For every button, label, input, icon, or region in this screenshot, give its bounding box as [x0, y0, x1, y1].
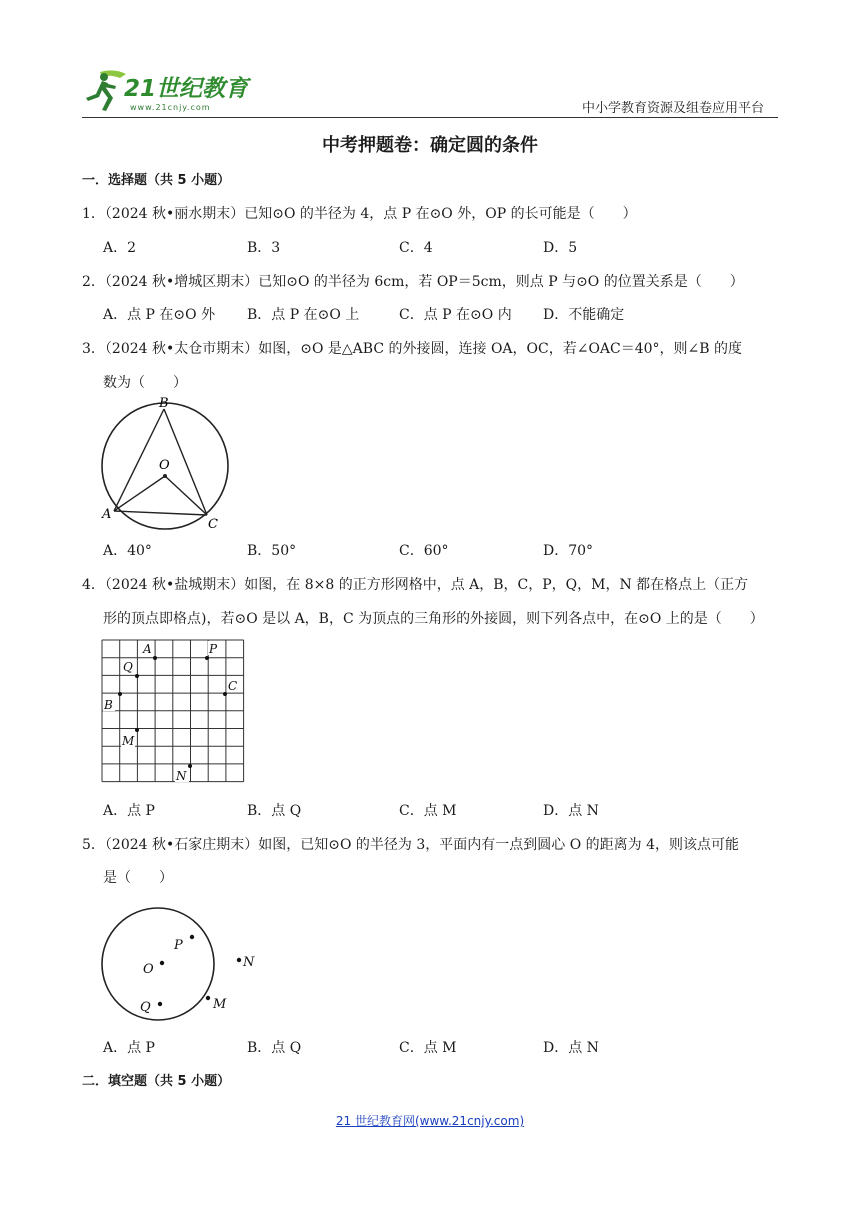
- q4-point-p: [205, 656, 209, 660]
- q4-option-d[interactable]: D．点 N: [543, 803, 599, 819]
- q2-option-d[interactable]: D．不能确定: [543, 307, 625, 323]
- q4-label-a: A: [143, 642, 152, 656]
- header-platform-text: 中小学教育资源及组卷应用平台: [582, 101, 765, 116]
- question-4-text-line1: 4．（2024 秋•盐城期末）如图，在 8×8 的正方形网格中，点 A，B，C，P，Q，M，N 都在格点上（正方: [82, 577, 749, 593]
- q3-option-c[interactable]: C．60°: [399, 543, 449, 559]
- q3-option-a[interactable]: A．40°: [103, 543, 152, 559]
- question-5-text-line2: 是（ ）: [103, 870, 173, 886]
- q5-label-o: O: [143, 962, 154, 977]
- q3-center-point: [163, 474, 167, 478]
- q3-label-a: A: [102, 507, 112, 522]
- q5-option-b[interactable]: B．点 Q: [247, 1040, 302, 1056]
- q1-option-d[interactable]: D．5: [543, 240, 578, 256]
- q3-segment-oa: [114, 476, 165, 511]
- q4-label-c: C: [228, 679, 238, 693]
- q5-point-q: [158, 1002, 162, 1006]
- q5-point-m: [206, 996, 210, 1000]
- q4-grid-figure: [100, 638, 246, 790]
- question-1-text: 1．（2024 秋•丽水期末）已知⊙O 的半径为 4，点 P 在⊙O 外，OP 的长可能是（ ）: [82, 206, 637, 222]
- question-5-text-line1: 5．（2024 秋•石家庄期末）如图，已知⊙O 的半径为 3，平面内有一点到圆心 O 的距离为 4，则该点可能: [82, 837, 739, 853]
- q4-label-p: P: [209, 642, 218, 656]
- q4-point-a: [153, 656, 157, 660]
- q4-point-q: [135, 674, 139, 678]
- q5-point-p: [190, 935, 194, 939]
- q3-label-c: C: [208, 517, 218, 532]
- question-4-text-line2: 形的顶点即格点)，若⊙O 是以 A，B，C 为顶点的三角形的外接圆，则下列各点中，在⊙O 上的是（ ）: [103, 611, 764, 627]
- question-2-text: 2．（2024 秋•增城区期末）已知⊙O 的半径为 6cm，若 OP＝5cm，则点 P 与⊙O 的位置关系是（ ）: [82, 274, 744, 290]
- q1-option-a[interactable]: A．2: [103, 240, 137, 256]
- header: [0, 0, 860, 125]
- q5-label-n: N: [243, 955, 255, 970]
- q3-option-b[interactable]: B．50°: [247, 543, 297, 559]
- q4-option-b[interactable]: B．点 Q: [247, 803, 302, 819]
- q5-label-q: Q: [140, 1000, 151, 1015]
- q5-circle-figure: [96, 904, 266, 1028]
- q5-option-a[interactable]: A．点 P: [103, 1040, 155, 1056]
- q4-point-m: [135, 728, 139, 732]
- q5-option-d[interactable]: D．点 N: [543, 1040, 599, 1056]
- logo-url: www.21cnjy.com: [130, 103, 211, 112]
- footer-link[interactable]: 21 世纪教育网(www.21cnjy.com): [335, 1114, 525, 1128]
- q5-label-m: M: [213, 997, 227, 1012]
- q4-label-n: N: [176, 769, 187, 783]
- q4-option-a[interactable]: A．点 P: [103, 803, 155, 819]
- q4-point-n: [188, 764, 192, 768]
- section-heading-choice: 一．选择题（共 5 小题）: [82, 173, 231, 188]
- q3-option-d[interactable]: D．70°: [543, 543, 594, 559]
- q4-label-q: Q: [123, 660, 133, 674]
- q4-point-c: [223, 692, 227, 696]
- q5-point-o: [160, 961, 164, 965]
- question-3-text-line1: 3．（2024 秋•太仓市期末）如图，⊙O 是△ABC 的外接圆，连接 OA，OC，若∠OAC＝40°，则∠B 的度: [82, 341, 743, 357]
- q4-label-b: B: [104, 698, 113, 712]
- q3-segment-ab: [114, 409, 164, 511]
- q2-option-a[interactable]: A．点 P 在⊙O 外: [103, 307, 216, 323]
- q5-option-c[interactable]: C．点 M: [399, 1040, 457, 1056]
- section-heading-fill-blank: 二．填空题（共 5 小题）: [82, 1074, 231, 1089]
- page-title: 中考押题卷：确定圆的条件: [322, 135, 538, 156]
- q3-label-b: B: [159, 396, 169, 411]
- q4-point-b: [118, 692, 122, 696]
- q4-label-m: M: [122, 734, 135, 748]
- q1-option-c[interactable]: C．4: [399, 240, 433, 256]
- question-3-text-line2: 数为（ ）: [103, 375, 187, 391]
- q1-option-b[interactable]: B．3: [247, 240, 281, 256]
- q3-segment-ac: [114, 511, 207, 515]
- logo-text: 21世纪教育: [124, 76, 249, 102]
- q3-segment-oc: [165, 476, 207, 515]
- q3-segment-bc: [164, 409, 207, 515]
- q2-option-c[interactable]: C．点 P 在⊙O 内: [399, 307, 512, 323]
- q5-label-p: P: [174, 938, 183, 953]
- q4-option-c[interactable]: C．点 M: [399, 803, 457, 819]
- q2-option-b[interactable]: B．点 P 在⊙O 上: [247, 307, 360, 323]
- header-divider: [82, 117, 778, 118]
- q5-point-n: [237, 958, 241, 962]
- q3-label-o: O: [159, 458, 170, 473]
- q3-circle-figure: [96, 394, 234, 534]
